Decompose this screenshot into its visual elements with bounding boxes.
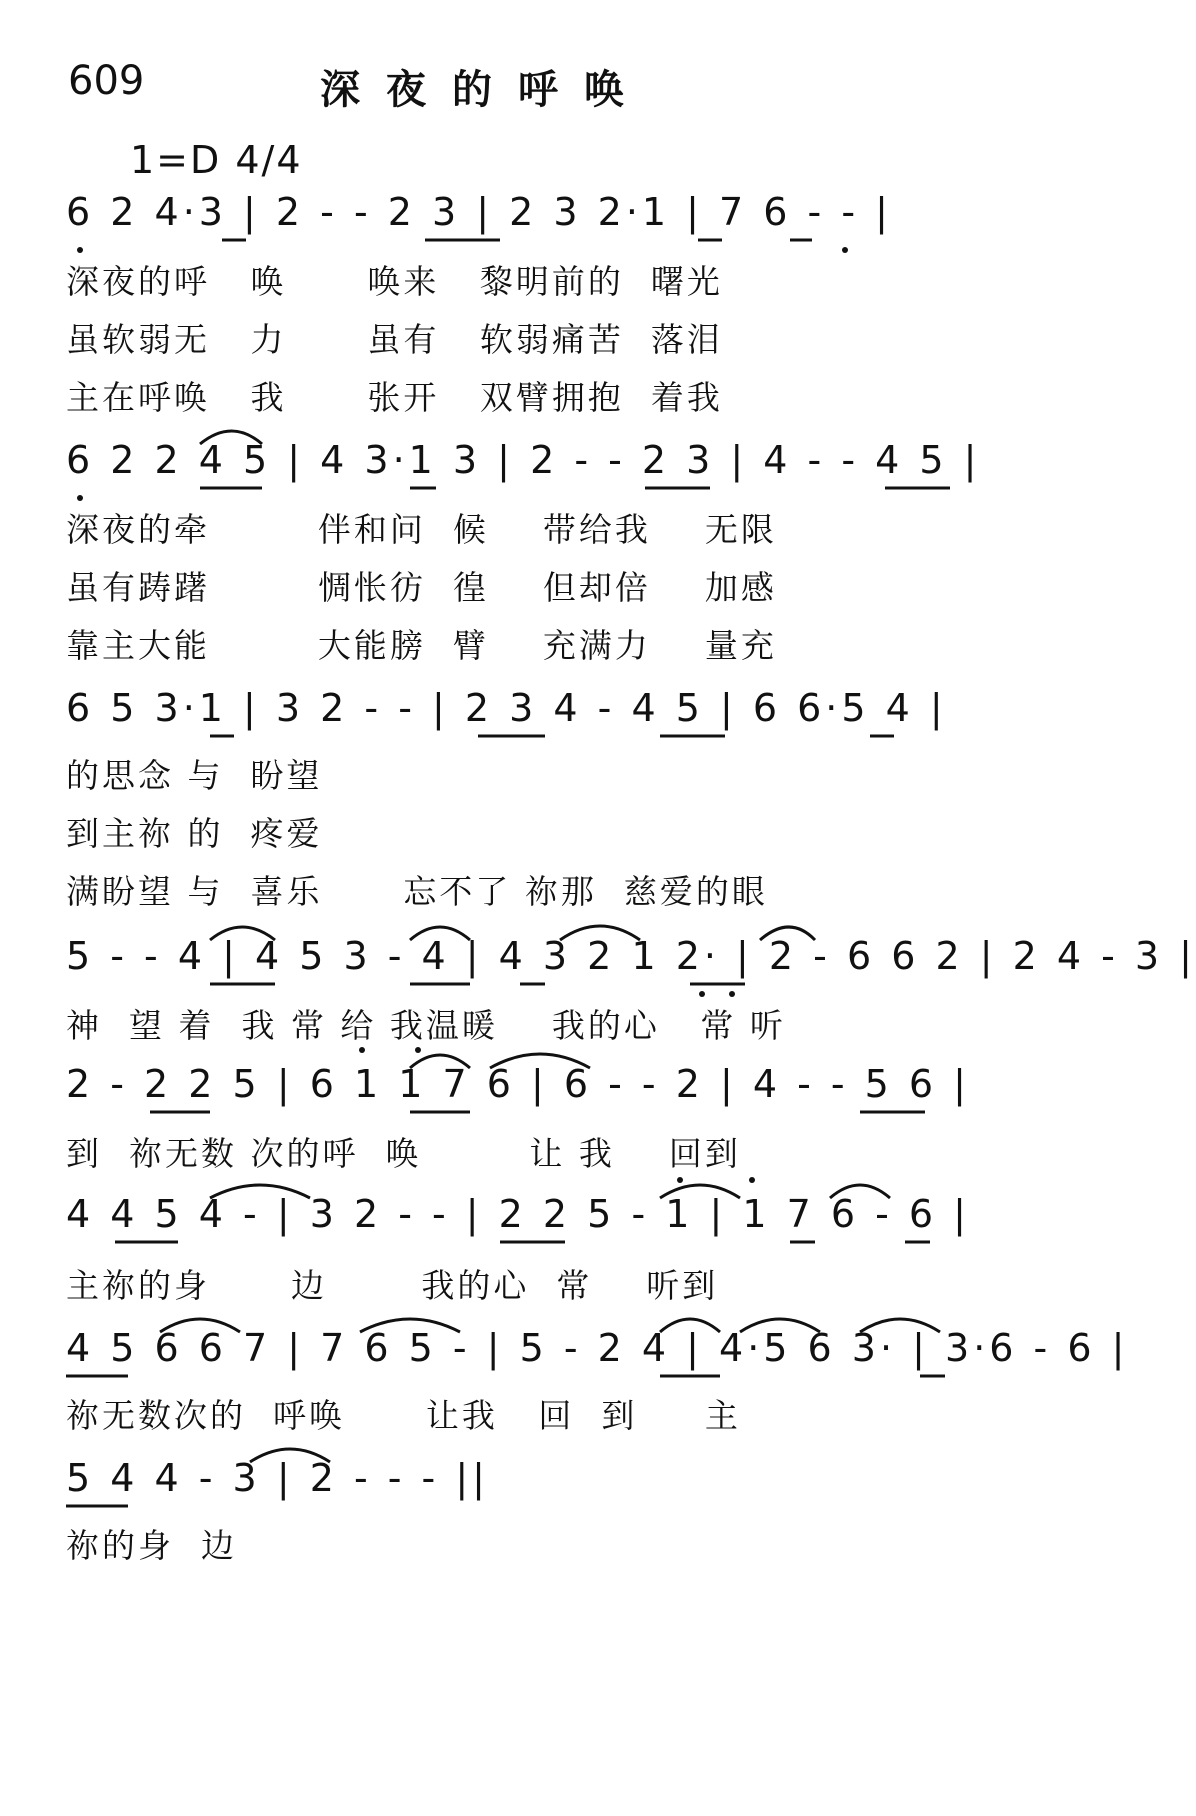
notation-line-5: 2 - 2 2 5 | 6 1 1 7 6 | 6 - - 2 | 4 - - 5 6 | bbox=[66, 1062, 970, 1106]
lyric-line-3-verse-3: 满盼望 与 喜乐 忘不了 祢那 慈爱的眼 bbox=[66, 872, 768, 911]
lyric-line-4: 神 望 着 我 常 给 我温暖 我的心 常 听 bbox=[66, 1006, 786, 1045]
octave-dot bbox=[749, 1177, 755, 1183]
lyric-line-1-verse-2: 虽软弱无 力 虽有 软弱痛苦 落泪 bbox=[66, 320, 723, 359]
notation-line-8: 5 4 4 - 3 | 2 - - - || bbox=[66, 1456, 489, 1500]
lyric-line-5: 到 祢无数 次的呼 唤 让 我 回到 bbox=[66, 1134, 741, 1173]
lyric-line-3-verse-2: 到主祢 的 疼爱 bbox=[66, 814, 323, 853]
octave-dot bbox=[842, 247, 848, 253]
notation-line-7: 4 5 6 6 7 | 7 6 5 - | 5 - 2 4 | 4·5 6 3· | 3·6 - 6 | bbox=[66, 1326, 1129, 1370]
notation-line-3: 6 5 3·1 | 3 2 - - | 2 3 4 - 4 5 | 6 6·5 4 | bbox=[66, 686, 947, 730]
notation-line-2: 6 2 2 4 5 | 4 3·1 3 | 2 - - 2 3 | 4 - - 4 5 | bbox=[66, 438, 981, 482]
octave-dot bbox=[77, 495, 83, 501]
hymn-number: 609 bbox=[68, 58, 145, 104]
lyric-line-7: 祢无数次的 呼唤 让我 回 到 主 bbox=[66, 1396, 741, 1435]
octave-dot bbox=[729, 991, 735, 997]
lyric-line-2-verse-1: 深夜的牵 伴和问 候 带给我 无限 bbox=[66, 510, 777, 549]
lyric-line-3-verse-1: 的思念 与 盼望 bbox=[66, 756, 323, 795]
notation-line-4: 5 - - 4 | 4 5 3 - 4 | 4 3 2 1 2· | 2 - 6 6 2 | 2 4 - 3 | bbox=[66, 934, 1196, 978]
lyric-line-2-verse-2: 虽有踌躇 惆怅彷 徨 但却倍 加感 bbox=[66, 568, 777, 607]
key-signature: 1=D 4/4 bbox=[130, 138, 303, 182]
octave-dot bbox=[677, 1177, 683, 1183]
octave-dot bbox=[77, 247, 83, 253]
notation-line-1: 6 2 4·3 | 2 - - 2 3 | 2 3 2·1 | 7 6 - - | bbox=[66, 190, 892, 234]
lyric-line-1-verse-1: 深夜的呼 唤 唤来 黎明前的 曙光 bbox=[66, 262, 723, 301]
notation-line-6: 4 4 5 4 - | 3 2 - - | 2 2 5 - 1 | 1 7 6 - 6 | bbox=[66, 1192, 970, 1236]
lyric-line-6: 主祢的身 边 我的心 常 听到 bbox=[66, 1266, 719, 1305]
octave-dot bbox=[699, 991, 705, 997]
hymn-title: 深夜的呼唤 bbox=[320, 66, 650, 113]
lyric-line-2-verse-3: 靠主大能 大能膀 臂 充满力 量充 bbox=[66, 626, 777, 665]
octave-dot bbox=[415, 1047, 421, 1053]
lyric-line-8: 祢的身 边 bbox=[66, 1526, 237, 1565]
octave-dot bbox=[359, 1047, 365, 1053]
lyric-line-1-verse-3: 主在呼唤 我 张开 双臂拥抱 着我 bbox=[66, 378, 723, 417]
